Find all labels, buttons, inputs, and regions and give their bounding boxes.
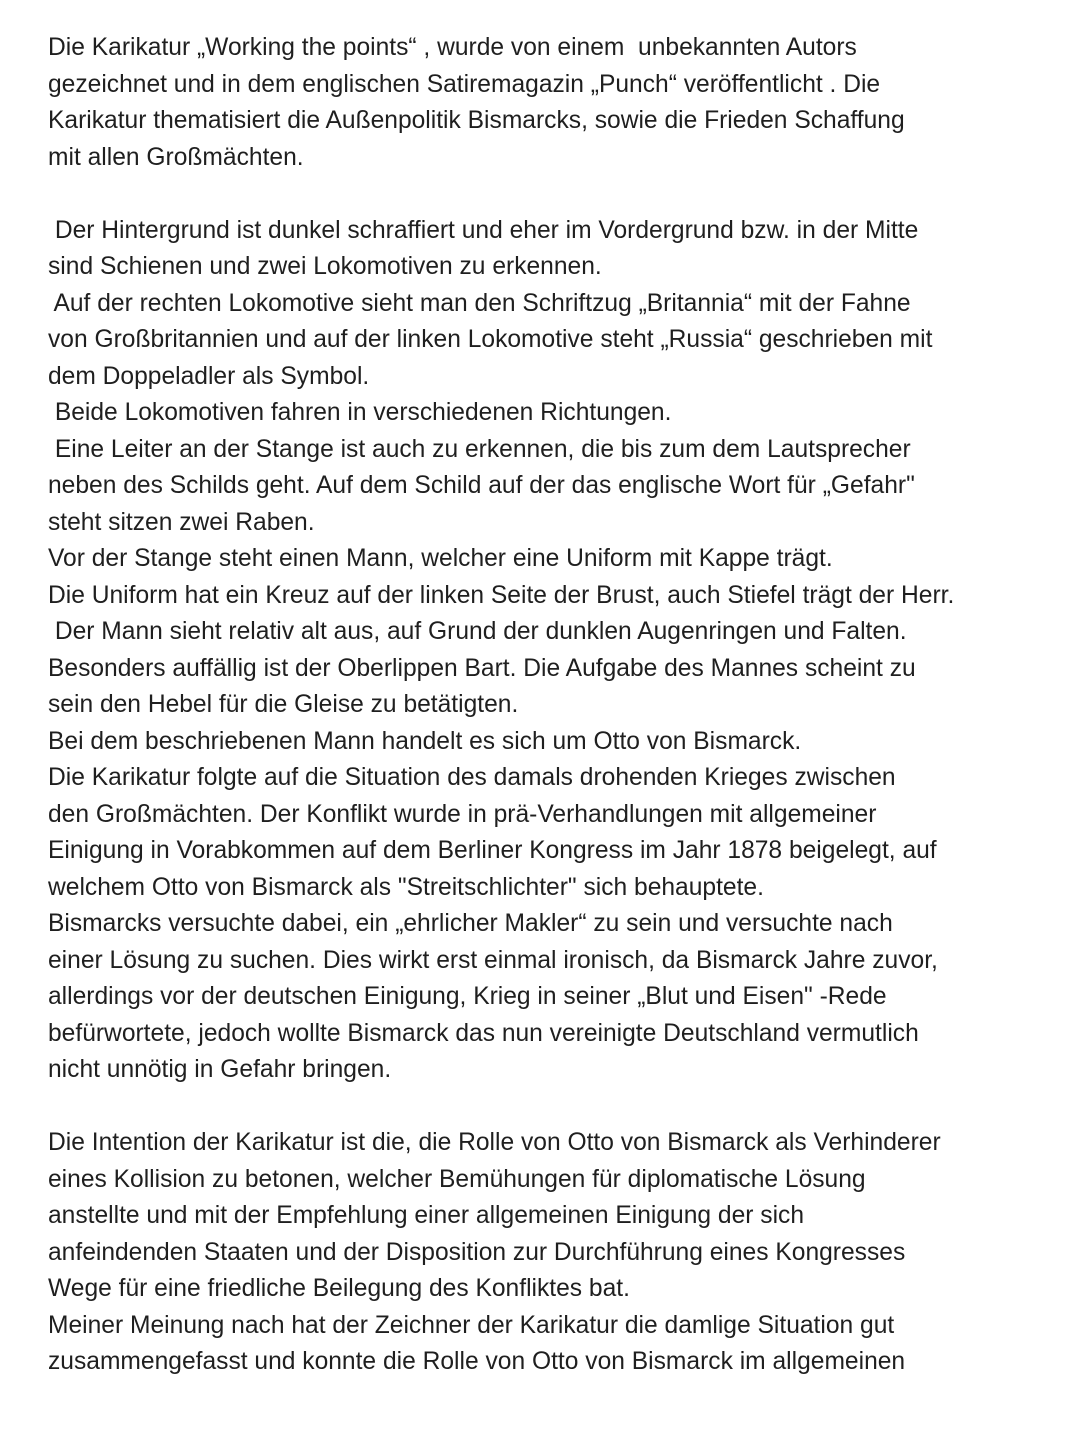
text-line: Die Karikatur „Working the points“ , wurde von einem unbekannten Autors [48, 34, 857, 61]
text-line: welchem Otto von Bismarck als "Streitschlichter" sich behauptete. [48, 873, 764, 901]
text-line: Die Intention der Karikatur ist die, die Rolle von Otto von Bismarck als Verhinderer [48, 1129, 941, 1156]
text-line: Eine Leiter an der Stange ist auch zu erkennen, die bis zum dem Lautsprecher [48, 435, 911, 463]
text-line: Der Hintergrund ist dunkel schraffiert und eher im Vordergrund bzw. in der Mitte [48, 216, 919, 244]
text-line: anfeindenden Staaten und der Disposition zur Durchführung eines Kongresses [48, 1238, 906, 1266]
text-line: nicht unnötig in Gefahr bringen. [48, 1056, 392, 1083]
text-line: einer Lösung zu suchen. Dies wirkt erst einmal ironisch, da Bismarck Jahre zuvor, [48, 946, 938, 974]
text-line: anstellte und mit der Empfehlung einer allgemeinen Einigung der sich [48, 1202, 805, 1229]
text-line: Die Uniform hat ein Kreuz auf der linken Seite der Brust, auch Stiefel trägt der Herr. [48, 581, 955, 609]
paragraph-spacer [48, 1089, 1058, 1126]
text-line: allerdings vor der deutschen Einigung, Krieg in seiner „Blut und Eisen" -Rede [48, 983, 887, 1010]
text-line: gezeichnet und in dem englischen Satiremagazin „Punch“ veröffentlicht . Die [48, 70, 881, 98]
text-line: den Großmächten. Der Konflikt wurde in prä-Verhandlungen mit allgemeiner [48, 800, 877, 828]
text-line: mit allen Großmächten. [48, 143, 304, 171]
text-line: Beide Lokomotiven fahren in verschiedenen Richtungen. [48, 399, 672, 426]
text-line: Die Karikatur folgte auf die Situation des damals drohenden Krieges zwischen [48, 764, 896, 791]
document-body [48, 30, 1058, 1381]
paragraph [48, 30, 1058, 176]
text-line: Vor der Stange steht einen Mann, welcher eine Uniform mit Kappe trägt. [48, 545, 833, 572]
paragraph-spacer [48, 176, 1058, 213]
text-line: von Großbritannien und auf der linken Lokomotive steht „Russia“ geschrieben mit [48, 326, 933, 353]
text-line: Der Mann sieht relativ alt aus, auf Grund der dunklen Augenringen und Falten. [48, 618, 907, 645]
text-line: sein den Hebel für die Gleise zu betätigten. [48, 691, 519, 718]
text-line: neben des Schilds geht. Auf dem Schild auf der das englische Wort für „Gefahr" [48, 472, 915, 499]
text-line: zusammengefasst und konnte die Rolle von Otto von Bismarck im allgemeinen [48, 1348, 906, 1375]
text-line: Besonders auffällig ist der Oberlippen Bart. Die Aufgabe des Mannes scheint zu [48, 654, 916, 682]
text-line: Bei dem beschriebenen Mann handelt es sich um Otto von Bismarck. [48, 727, 802, 755]
text-line: Bismarcks versuchte dabei, ein „ehrlicher Makler“ zu sein und versuchte nach [48, 910, 893, 937]
paragraph [48, 1125, 1058, 1381]
paragraph [48, 213, 1058, 1089]
text-line: Einigung in Vorabkommen auf dem Berliner Kongress im Jahr 1878 beigelegt, auf [48, 837, 937, 864]
text-line: dem Doppeladler als Symbol. [48, 362, 370, 390]
text-line: Karikatur thematisiert die Außenpolitik Bismarcks, sowie die Frieden Schaffung [48, 107, 905, 134]
text-line: befürwortete, jedoch wollte Bismarck das nun vereinigte Deutschland vermutlich [48, 1019, 919, 1047]
text-line: steht sitzen zwei Raben. [48, 508, 315, 536]
text-line: Auf der rechten Lokomotive sieht man den Schriftzug „Britannia“ mit der Fahne [48, 289, 911, 317]
text-line: sind Schienen und zwei Lokomotiven zu erkennen. [48, 253, 602, 280]
text-line: Wege für eine friedliche Beilegung des Konfliktes bat. [48, 1275, 630, 1302]
text-line: eines Kollision zu betonen, welcher Bemühungen für diplomatische Lösung [48, 1165, 866, 1193]
text-line: Meiner Meinung nach hat der Zeichner der Karikatur die damlige Situation gut [48, 1311, 895, 1339]
